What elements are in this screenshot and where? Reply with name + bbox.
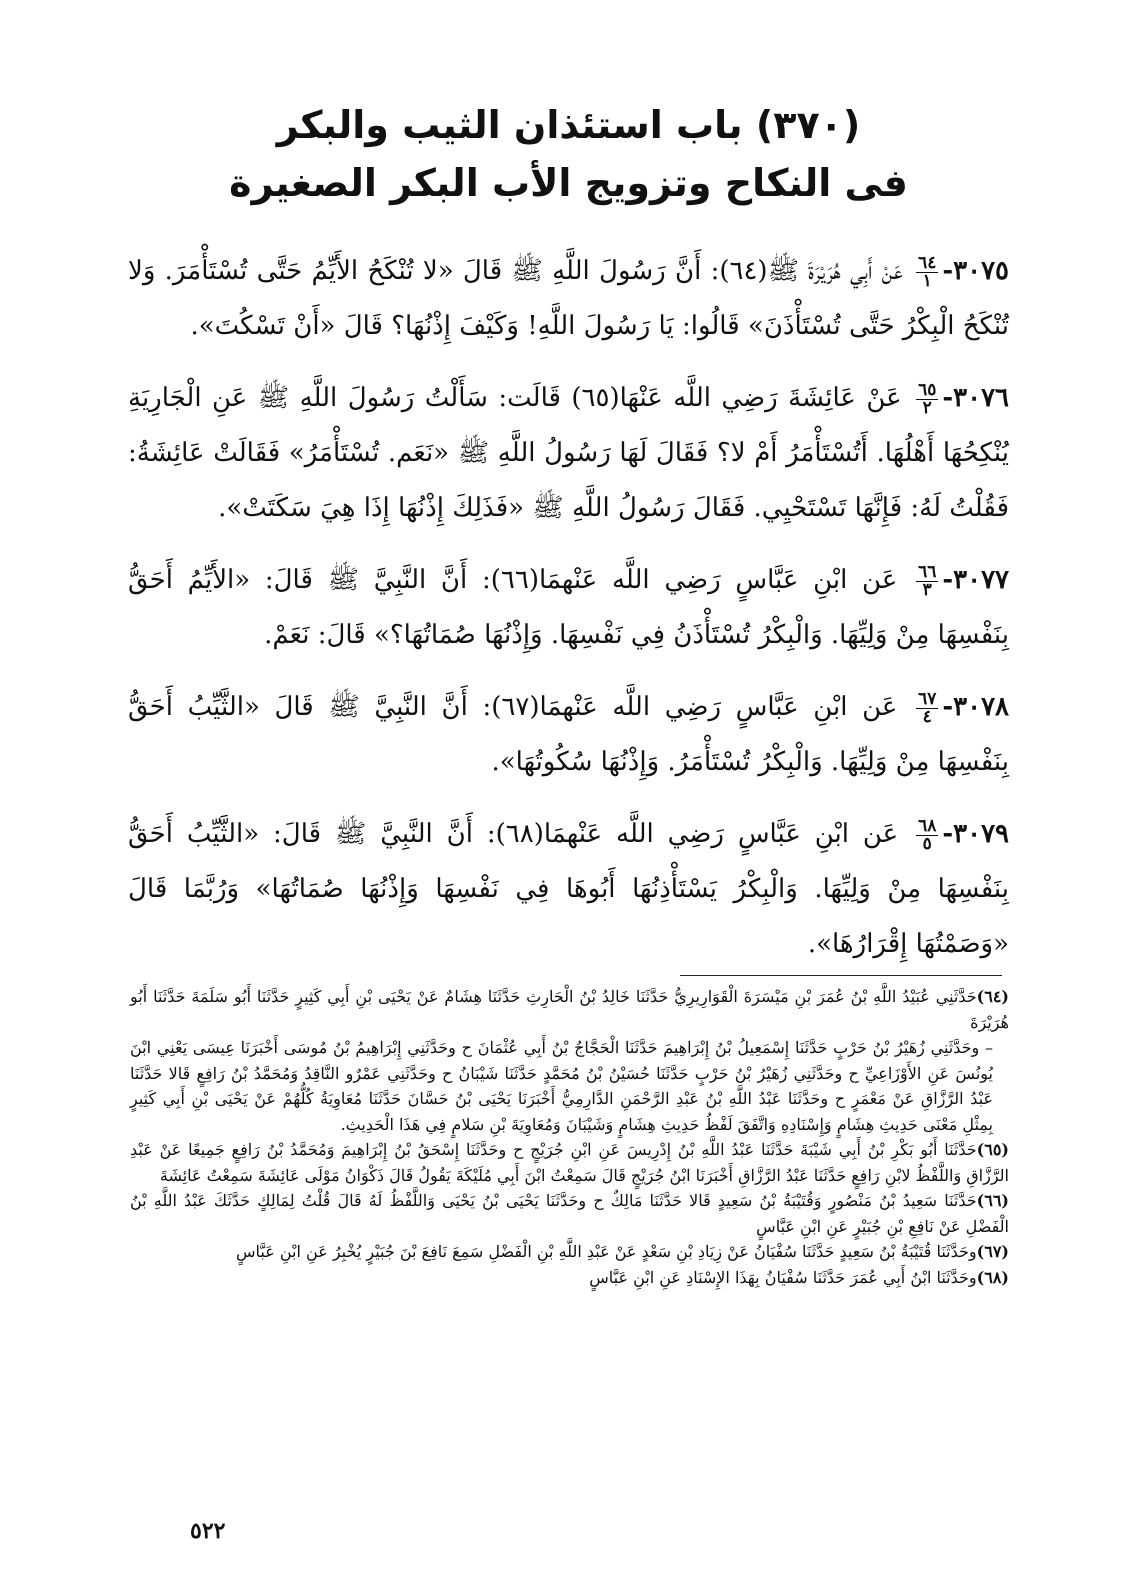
hadith-fraction-top: ٦٥ — [918, 379, 937, 400]
hadith-fraction-top: ٦٨ — [918, 815, 937, 836]
footnote-text: حَدَّثَنَا سَعِيدُ بْنُ مَنْصُورٍ وَقُتَيْبَةُ بْنُ سَعِيدٍ قَالا حَدَّثَنَا مَالِكٌ ح وحَدَّثَنَا يَحْيَى بْنُ يَحْيَى وَاللَّفْظُ لَهُ قَالَ قُلْتُ لِمَالِكٍ حَدَّثَكَ عَبْدُ اللَّهِ بْنُ الْفَضْلِ عَنْ نَافِعِ بْنِ جُبَيْرٍ عَنِ ابْنِ عَبَّاسٍ — [130, 1191, 1009, 1236]
footnote-text: – وحَدَّثَنِي زُهَيْرُ بْنُ حَرْبٍ حَدَّثَنَا إِسْمَعِيلُ بْنُ إِبْرَاهِيمَ حَدَّثَنَا الْحَجَّاجُ بْنُ أَبِي عُثْمَانَ ح وحَدَّثَنِي إِبْرَاهِيمُ بْنُ مُوسَى أَخْبَرَنَا عِيسَى يَعْنِي ابْنَ يُونُسَ عَنِ الأَوْزَاعِيِّ ح وحَدَّثَنِي زُهَيْرُ بْنُ حَرْبٍ حَدَّثَنَا حُسَيْنُ بْنُ مُحَمَّدٍ حَدَّثَنَا شَيْبَانُ ح وحَدَّثَنِي عَمْرٌو النَّاقِدُ وَمُحَمَّدُ بْنُ رَافِعٍ قَالا حَدَّثَنَا عَبْدُ الرَّزَّاقِ عَنْ مَعْمَرٍ ح وحَدَّثَنَا عَبْدُ اللَّهِ بْنُ عَبْدِ الرَّحْمَنِ الدَّارِمِيُّ أَخْبَرَنَا يَحْيَى بْنُ حَسَّانَ حَدَّثَنَا مُعَاوِيَةُ كُلُّهُمْ عَنْ يَحْيَى بْنِ أَبِي كَثِيرٍ بِمِثْلِ مَعْنَى حَدِيثِ هِشَامٍ وَإِسْنَادِهِ وَاتَّفَقَ لَفْظُ حَدِيثِ هِشَامٍ وَشَيْبَانَ وَمُعَاوِيَةَ بْنِ سَلامٍ فِي هَذَا الْحَدِيثِ. — [130, 1038, 993, 1134]
hadith-fraction — [916, 379, 938, 418]
footnote-text: حَدَّثَنِي عُبَيْدُ اللَّهِ بْنُ عُمَرَ بْنِ مَيْسَرَةَ الْقَوَارِيرِيُّ حَدَّثَنَا خَالِدُ بْنُ الْحَارِثِ حَدَّثَنَا هِشَامٌ عَنْ يَحْيَى بْنِ أَبِي كَثِيرٍ حَدَّثَنَا أَبُو سَلَمَةَ حَدَّثَنَا أَبُو هُرَيْرَةَ — [130, 987, 1009, 1032]
hadith-number: ٣٠٧٧- — [942, 565, 1010, 595]
hadith-text: عَن ابْنِ عَبَّاسٍ رَضِي اللَّه عَنْهمَا(٦٨): أَنَّ النَّبِيَّ ﷺ قَالَ: «الثَّيِّبُ أَحَقُّ بِنَفْسِهَا مِنْ وَلِيِّهَا. وَالْبِكْرُ يَسْتَأْذِنُهَا أَبُوهَا فِي نَفْسِهَا وَإِذْنُهَا صُمَاتُهَا» وَرُبَّمَا قَالَ «وَصَمْتُهَا إِقْرَارُهَا». — [128, 819, 1009, 959]
hadith-fraction — [916, 561, 938, 600]
hadith-number: ٣٠٧٨- — [942, 692, 1009, 722]
hadith-text: عَن ابْنِ عَبَّاسٍ رَضِي اللَّه عَنْهمَا(٦٦): أَنَّ النَّبِيَّ ﷺ قَالَ: «الأَيِّمُ أَحَقُّ بِنَفْسِهَا مِنْ وَلِيِّهَا. وَالْبِكْرُ تُسْتَأْذَنُ فِي نَفْسِهَا. وَإِذْنُهَا صُمَاتُهَا؟» قَالَ: نَعَمْ. — [128, 565, 1009, 650]
hadith-fraction-bottom: ٤ — [922, 706, 932, 727]
hadith-fraction-bottom: ٢ — [922, 397, 932, 418]
hadith-entry — [128, 807, 1009, 972]
footnote-entry — [130, 1137, 1009, 1188]
hadith-fraction-top: ٦٧ — [918, 688, 937, 709]
chapter-title-line-2: فى النكاح وتزويج الأب البكر الصغيرة — [229, 161, 908, 205]
footnote-divider — [680, 975, 1002, 976]
footnote-number: (٦٥) — [976, 1140, 1009, 1159]
hadith-entry — [128, 553, 1009, 663]
hadith-number: ٣٠٧٥- — [942, 256, 1009, 286]
chapter-title-line-1: (٣٧٠) باب استئذان الثيب والبكر — [276, 103, 861, 147]
footnote-text: وحَدَّثَنَا قُتَيْبَةُ بْنُ سَعِيدٍ حَدَّثَنَا سُفْيَانُ عَنْ زِيَادِ بْنِ سَعْدٍ عَنْ عَبْدِ اللَّهِ بْنِ الْفَضْلِ سَمِعَ نَافِعَ بْنَ جُبَيْرٍ يُخْبِرُ عَنِ ابْنِ عَبَّاسٍ — [236, 1242, 977, 1261]
footnote-entry — [130, 1035, 1009, 1137]
footnote-text: حَدَّثَنَا أَبُو بَكْرِ بْنُ أَبِي شَيْبَةَ حَدَّثَنَا عَبْدُ اللَّهِ بْنُ إِدْرِيسَ عَنِ ابْنِ جُرَيْجٍ ح وحَدَّثَنَا إِسْحَقُ بْنُ إِبْرَاهِيمَ وَمُحَمَّدُ بْنُ رَافِعٍ جَمِيعًا عَنْ عَبْدِ الرَّزَّاقِ وَاللَّفْظُ لابْنِ رَافِعٍ حَدَّثَنَا عَبْدُ الرَّزَّاقِ أَخْبَرَنَا ابْنُ جُرَيْجٍ قَالَ سَمِعْتُ ابْنَ أَبِي مُلَيْكَةَ يَقُولُ قَالَ ذَكْوَانُ مَوْلَى عَائِشَةَ سَمِعْتُ عَائِشَةَ — [130, 1140, 1009, 1185]
footnote-number: (٦٧) — [976, 1242, 1009, 1261]
footnote-list — [130, 984, 1009, 1290]
footnote-entry — [130, 1265, 1009, 1291]
chapter-title — [100, 96, 1037, 212]
hadith-list — [128, 244, 1009, 989]
hadith-entry — [128, 371, 1009, 536]
hadith-number: ٣٠٧٦- — [942, 383, 1010, 413]
hadith-text: عَنْ أَبِي هُرَيْرَةَ ﷺ(٦٤): أَنَّ رَسُولَ اللَّهِ ﷺ قَالَ «لا تُنْكَحُ الأَيِّمُ حَتَّى تُسْتَأْمَرَ. وَلا تُنْكَحُ الْبِكْرُ حَتَّى تُسْتَأْذَنَ» قَالُوا: يَا رَسُولَ اللَّهِ! وَكَيْفَ إِذْنُهَا؟ قَالَ «أَنْ تَسْكُتَ». — [128, 256, 1009, 341]
footnote-entry — [130, 1239, 1009, 1265]
hadith-fraction — [916, 815, 938, 854]
hadith-entry — [128, 244, 1009, 354]
hadith-fraction-bottom: ٣ — [922, 579, 932, 600]
hadith-fraction-top: ٦٤ — [918, 252, 937, 273]
hadith-entry — [128, 680, 1009, 790]
hadith-text: عَنْ عَائِشَةَ رَضِي اللَّه عَنْهَا(٦٥) قَالَت: سَأَلْتُ رَسُولَ اللَّهِ ﷺ عَنِ الْجَارِيَةِ يُنْكِحُهَا أَهْلُهَا. أَتُسْتَأْمَرُ أَمْ لا؟ فَقَالَ لَهَا رَسُولُ اللَّهِ ﷺ «نَعَم. تُسْتَأْمَرُ» فَقَالَتْ عَائِشَةُ: فَقُلْتُ لَهُ: فَإِنَّهَا تَسْتَحْيِي. فَقَالَ رَسُولُ اللَّهِ ﷺ «فَذَلِكَ إِذْنُهَا إِذَا هِيَ سَكَتَتْ». — [128, 383, 1009, 523]
hadith-fraction-top: ٦٦ — [918, 561, 937, 582]
hadith-fraction-bottom: ١ — [922, 270, 932, 291]
footnote-number: (٦٨) — [976, 1267, 1009, 1287]
hadith-fraction — [916, 252, 938, 291]
footnote-text: وحَدَّثَنَا ابْنُ أَبِي عُمَرَ حَدَّثَنَا سُفْيَانُ بِهَذَا الإِسْنَادِ عَنِ ابْنِ عَبَّاسٍ — [589, 1267, 977, 1287]
hadith-fraction-bottom: ٥ — [922, 833, 932, 854]
hadith-fraction — [916, 688, 938, 727]
hadith-number: ٣٠٧٩- — [942, 819, 1010, 849]
page-number: ٥٢٢ — [190, 1518, 226, 1544]
footnote-entry — [130, 984, 1009, 1035]
footnote-number: (٦٤) — [976, 987, 1009, 1006]
footnote-number: (٦٦) — [976, 1191, 1009, 1210]
hadith-text: عَن ابْنِ عَبَّاسٍ رَضِي اللَّه عَنْهمَا(٦٧): أَنَّ النَّبِيَّ ﷺ قَالَ «الثَّيِّبُ أَحَقُّ بِنَفْسِهَا مِنْ وَلِيِّهَا. وَالْبِكْرُ تُسْتَأْمَرُ. وَإِذْنُهَا سُكُوتُهَا». — [128, 692, 1009, 777]
footnote-entry — [130, 1188, 1009, 1239]
